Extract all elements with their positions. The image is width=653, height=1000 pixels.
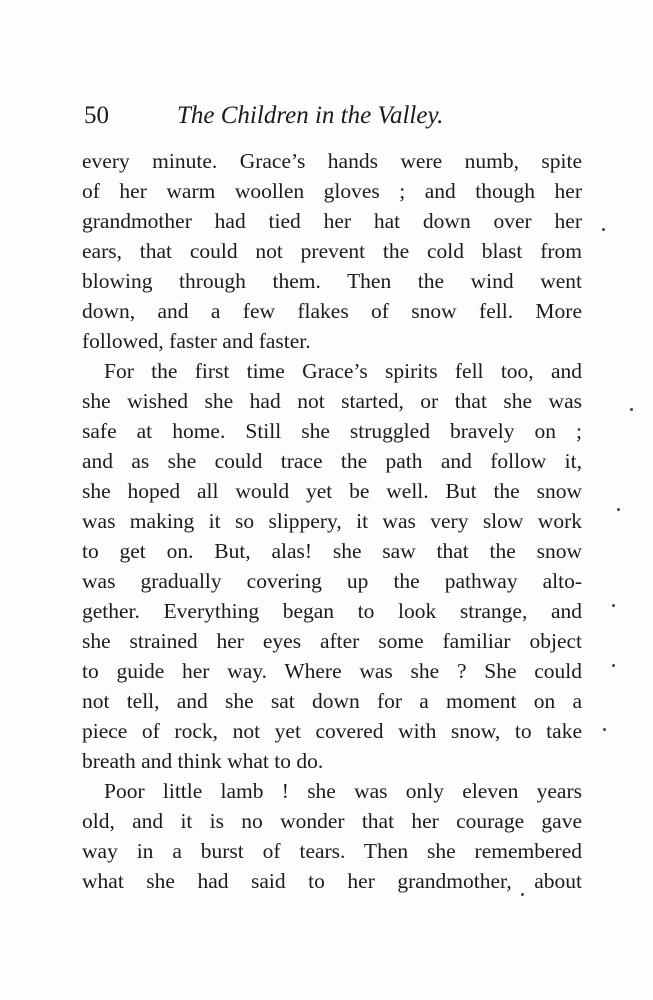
text-line: gether. Everything began to look strange, and [82, 599, 582, 623]
page-header [84, 100, 584, 136]
text-line: not tell, and she sat down for a moment on a [82, 689, 582, 713]
text-line: every minute. Grace’s hands were numb, spite [82, 149, 582, 173]
running-title: The Children in the Valley. [177, 102, 444, 129]
text-line: blowing through them. Then the wind went [82, 269, 582, 293]
text-line: and as she could trace the path and follow it, [82, 449, 582, 473]
text-line: For the first time Grace’s spirits fell too, and [104, 359, 582, 383]
paragraph [82, 776, 582, 896]
print-speck [617, 508, 620, 511]
print-speck [612, 664, 615, 667]
print-speck [602, 228, 605, 231]
text-line: of her warm woollen gloves ; and though her [82, 179, 582, 203]
text-line: grandmother had tied her hat down over her [82, 209, 582, 233]
paragraph [82, 356, 582, 776]
text-line: she wished she had not started, or that she was [82, 389, 582, 413]
text-line: ears, that could not prevent the cold blast from [82, 239, 582, 263]
text-line: down, and a few flakes of snow fell. More [82, 299, 582, 323]
text-line: to guide her way. Where was she ? She could [82, 659, 582, 683]
print-speck [521, 893, 524, 896]
page-number: 50 [84, 102, 109, 129]
print-speck [630, 408, 633, 411]
text-line: breath and think what to do. [82, 749, 324, 773]
text-line: was making it so slippery, it was very slow work [82, 509, 582, 533]
text-line: was gradually covering up the pathway alto- [82, 569, 582, 593]
text-line: safe at home. Still she struggled bravely on ; [82, 419, 582, 443]
text-line: she hoped all would yet be well. But the snow [82, 479, 582, 503]
body-text [82, 146, 582, 896]
text-line: followed, faster and faster. [82, 329, 311, 353]
text-line: piece of rock, not yet covered with snow, to take [82, 719, 582, 743]
text-line: she strained her eyes after some familiar object [82, 629, 582, 653]
print-speck [612, 604, 615, 607]
text-line: to get on. But, alas! she saw that the snow [82, 539, 582, 563]
text-line: old, and it is no wonder that her courage gave [82, 809, 582, 833]
text-line: way in a burst of tears. Then she remembered [82, 839, 582, 863]
text-line: what she had said to her grandmother, about [82, 869, 582, 893]
paragraph [82, 146, 582, 356]
print-speck [603, 728, 606, 731]
text-line: Poor little lamb ! she was only eleven years [104, 779, 582, 803]
